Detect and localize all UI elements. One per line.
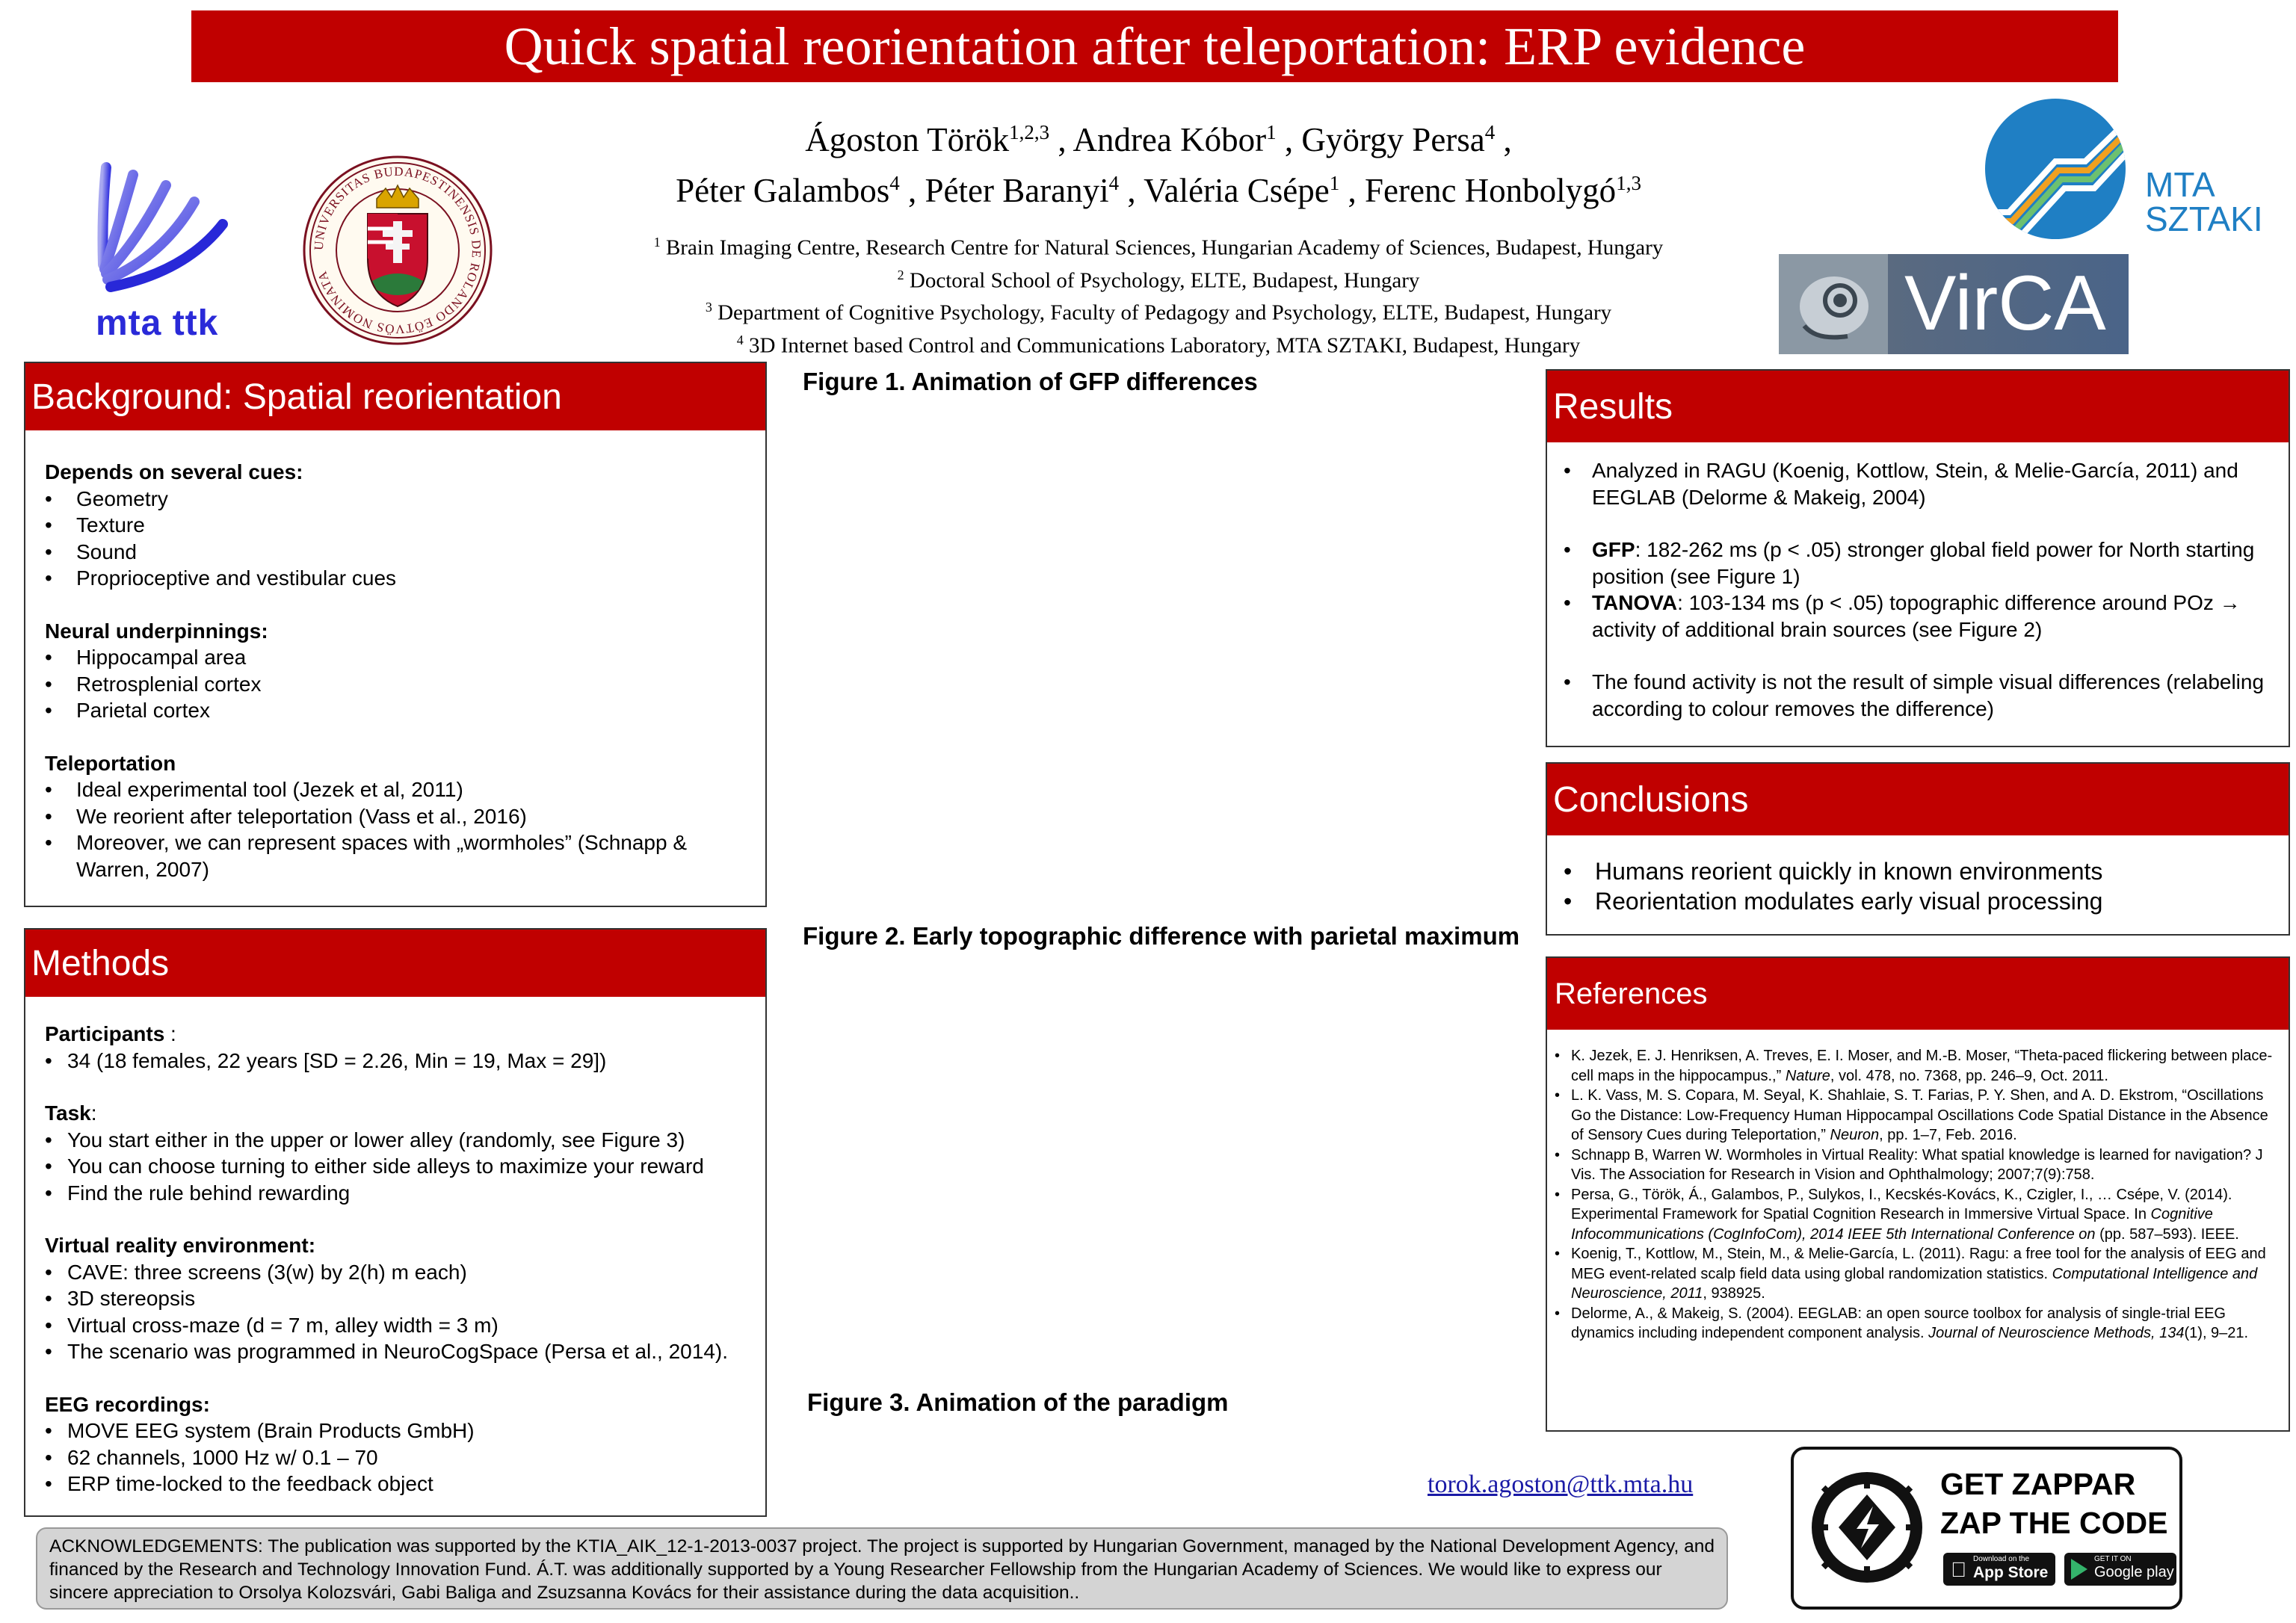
- figure-3-caption: Figure 3. Animation of the paradigm: [807, 1388, 1229, 1416]
- list-item-text: Virtual cross-maze (d = 7 m, alley width = 3 m): [67, 1313, 499, 1337]
- list-item-text: CAVE: three screens (3(w) by 2(h) m each): [67, 1260, 467, 1284]
- author-name: Péter Galambos: [676, 172, 890, 209]
- reference-italic: Nature: [1785, 1067, 1830, 1084]
- author-affil-sup: 1,2,3: [1009, 121, 1050, 143]
- google-play-small-text: GET IT ON: [2094, 1555, 2132, 1563]
- google-play-text: Google play: [2094, 1564, 2174, 1580]
- author-line-2: Péter Galambos$^4$ , Péter Baranyi$^4$ , Valéria Csépe$^1$ , Ferenc Honbolygó$^{1,3}$: [676, 172, 1641, 209]
- author-name: György Persa: [1301, 121, 1485, 158]
- list-item: • You start either in the upper or lower alley (randomly, see Figure 3): [45, 1127, 765, 1154]
- list-item: • GFP: 182-262 ms (p < .05) stronger global field power for North starting position (see Figure 1): [1564, 537, 2274, 590]
- author-name: Ágoston Török: [805, 121, 1010, 158]
- list-item: • Texture: [45, 512, 765, 539]
- author-affil-sup: 1: [1266, 121, 1277, 143]
- list-item: • Retrosplenial cortex: [45, 671, 765, 698]
- list-item: • Ideal experimental tool (Jezek et al, 2011): [45, 776, 765, 803]
- section-heading: Neural underpinnings:: [45, 619, 268, 643]
- list-item: • Moreover, we can represent spaces with „wormholes” (Schnapp & Warren, 2007): [45, 829, 718, 882]
- author-affil-sup: 1: [1329, 172, 1340, 194]
- list-item-text: Geometry: [76, 486, 168, 510]
- references-list: [1547, 1030, 2289, 1344]
- section-heading: Participants: [45, 1022, 165, 1045]
- results-panel-body: [1547, 442, 2289, 722]
- result-text: : 182-262 ms (p < .05) stronger global field power for North starting position (see Figure 1): [1592, 538, 2255, 588]
- list-item-text: Parietal cortex: [76, 699, 210, 722]
- list-item-text: Retrosplenial cortex: [76, 672, 262, 696]
- acknowledgements-box: ACKNOWLEDGEMENTS: The publication was supported by the KTIA_AIK_12-1-2013-0037 project. The project is supported by Hungarian Government, managed by the National Development Agency, and financed by the Research and Technology Innovation Fund. Á.T. was additionally supported by a Young Researcher Fellowship from the Hungarian Academy of Sciences. We would like to express our sincere appreciation to Orsolya Kolozsvári, Gabi Baliga and Zsuzsanna Kovács for their assistance during the data acquisition..: [36, 1527, 1728, 1610]
- reference-part: (1), 9–21.: [2184, 1325, 2249, 1341]
- list-item: • Hippocampal area: [45, 644, 765, 671]
- reference-part: , vol. 478, no. 7368, pp. 246–9, Oct. 2011.: [1830, 1067, 2108, 1084]
- list-item-text: Proprioceptive and vestibular cues: [76, 566, 397, 590]
- author-name: Andrea Kóbor: [1073, 121, 1267, 158]
- list-item: • Sound: [45, 539, 765, 566]
- google-play-icon: [2071, 1559, 2087, 1580]
- list-item: • MOVE EEG system (Brain Products GmbH): [45, 1418, 765, 1444]
- reference-part: Schnapp B, Warren W. Wormholes in Virtual Reality: What spatial knowledge is learned for navigation? J Vis. The Association for Research in Vision and Ophthalmology; 2007;7(9):758.: [1571, 1146, 2263, 1183]
- list-item-text: [1592, 537, 2274, 590]
- mta-ttk-logo-text: mta ttk: [96, 303, 219, 343]
- list-item: • CAVE: three screens (3(w) by 2(h) m each): [45, 1259, 765, 1286]
- mta-sztaki-text-1: MTA: [2145, 165, 2215, 204]
- reference-item: • Persa, G., Török, Á., Galambos, P., Sulykos, I., Kecskés-Kovács, K., Czigler, I., … Csépe, V. (2014). Experimental Framework for Spatial Cognition Research in Immersive Virtual Space. In Cognitive Infocommunications (CogInfoCom), 2014 IEEE 5th International Conference on (pp. 587–593). IEEE.: [1555, 1185, 2278, 1245]
- list-item-text: Texture: [76, 513, 145, 537]
- virca-logo: [1779, 254, 2129, 354]
- list-item: • 3D stereopsis: [45, 1285, 765, 1312]
- affiliation-number: 4: [736, 332, 744, 347]
- author-line-1: Ágoston Török$^{1,2,3}$ , Andrea Kóbor$^1$ , György Persa$^4$ ,: [805, 121, 1512, 158]
- author-name: Péter Baranyi: [925, 172, 1109, 209]
- list-item: • Humans reorient quickly in known environments: [1564, 858, 2103, 885]
- affiliation-text: Doctoral School of Psychology, ELTE, Budapest, Hungary: [909, 268, 1420, 293]
- elte-seal-text: UNIVERSITAS BUDAPESTINENSIS DE ROLANDO EÖTVÖS NOMINATA: [311, 164, 484, 337]
- reference-italic: Computational Intelligence and Neuroscience, 2011: [1571, 1265, 2258, 1302]
- reference-item: • Schnapp B, Warren W. Wormholes in Virtual Reality: What spatial knowledge is learned for navigation? J Vis. The Association for Research in Vision and Ophthalmology; 2007;7(9):758.: [1555, 1146, 2278, 1185]
- methods-panel-body: [25, 997, 765, 1497]
- author-affil-sup: 4: [1108, 172, 1120, 194]
- list-item: • Virtual cross-maze (d = 7 m, alley width = 3 m): [45, 1312, 765, 1339]
- section-heading-suffix: :: [90, 1101, 97, 1125]
- references-panel-title: References: [1547, 958, 2289, 1030]
- mta-sztaki-text-2: SZTAKI: [2145, 200, 2263, 238]
- list-item-text: The scenario was programmed in NeuroCogSpace (Persa et al., 2014).: [67, 1340, 728, 1363]
- list-item-text: [1592, 590, 2274, 643]
- background-panel-title: Background: Spatial reorientation: [25, 363, 765, 430]
- list-item: • The found activity is not the result of simple visual differences (relabeling according to colour removes the difference): [1564, 669, 2274, 722]
- section-heading: Teleportation: [45, 751, 176, 775]
- author-affil-sup: 1,3: [1616, 172, 1641, 194]
- list-item-text: The found activity is not the result of simple visual differences (relabeling according to colour removes the difference): [1592, 670, 2265, 720]
- poster-title: Quick spatial reorientation after teleportation: ERP evidence: [191, 10, 2118, 82]
- reference-part: Koenig, T., Kottlow, M., Stein, M., & Melie-García, L. (2011). Ragu: a free tool for the analysis of EEG and MEG event-related scalp field data using global randomization statistics.: [1571, 1246, 2266, 1282]
- reference-item: • Delorme, A., & Makeig, S. (2004). EEGLAB: an open source toolbox for analysis of single-trial EEG dynamics including independent component analysis. Journal of Neuroscience Methods, 134(1), 9–21.: [1555, 1304, 2278, 1344]
- affiliation-item: [523, 294, 1794, 327]
- app-store-small-text: Download on the: [1973, 1555, 2030, 1563]
- figure-1-caption: Figure 1. Animation of GFP differences: [803, 368, 1258, 395]
- list-item: • Analyzed in RAGU (Koenig, Kottlow, Stein, & Melie-García, 2011) and EEGLAB (Delorme & Makeig, 2004): [1564, 457, 2274, 510]
- reference-text: [1571, 1244, 2278, 1304]
- reference-item: • L. K. Vass, M. S. Copara, M. Seyal, K. Shahlaie, S. T. Farias, P. Y. Shen, and A. D. Ekstrom, “Oscillations Go the Distance: Low-Frequency Human Hippocampal Oscillations Code Spatial Distance in the Absence of Sensory Cues during Teleportation,” Neuron, pp. 1–7, Feb. 2016.: [1555, 1086, 2278, 1146]
- reference-item: • Koenig, T., Kottlow, M., Stein, M., & Melie-García, L. (2011). Ragu: a free tool for the analysis of EEG and MEG event-related scalp field data using global randomization statistics. Computational Intelligence and Neuroscience, 2011, 938925.: [1555, 1244, 2278, 1304]
- section-heading: Task: [45, 1101, 91, 1125]
- zappar-badge[interactable]: [1791, 1447, 2182, 1610]
- list-item-text: Find the rule behind rewarding: [67, 1181, 351, 1205]
- reference-part: Persa, G., Török, Á., Galambos, P., Sulykos, I., Kecskés-Kovács, K., Czigler, I., … Csépe, V. (2014). Experimental Framework for Spatial Cognition Research in Immersive Virtual Space. In: [1571, 1186, 2232, 1222]
- list-item: • Reorientation modulates early visual processing: [1564, 888, 2103, 915]
- google-play-badge[interactable]: [2064, 1553, 2176, 1586]
- list-item: • The scenario was programmed in NeuroCogSpace (Persa et al., 2014).: [45, 1338, 765, 1365]
- figure-2-caption: Figure 2. Early topographic difference with parietal maximum: [803, 922, 1520, 950]
- mta-ttk-waves-icon: [96, 160, 245, 302]
- list-item-text: You start either in the upper or lower alley (randomly, see Figure 3): [67, 1128, 685, 1151]
- reference-text: [1571, 1304, 2278, 1344]
- author-affil-sup: 4: [1484, 121, 1496, 143]
- affiliation-item: [523, 327, 1794, 359]
- list-item: • 34 (18 females, 22 years [SD = 2.26, Min = 19, Max = 29]): [45, 1048, 765, 1075]
- list-item-text: Ideal experimental tool (Jezek et al, 2011): [76, 778, 463, 801]
- virca-emblem-icon: [1779, 254, 1888, 354]
- mta-sztaki-logo: [1982, 96, 2263, 242]
- app-store-badge[interactable]: [1943, 1553, 2055, 1586]
- methods-panel: [24, 928, 767, 1517]
- conclusions-panel-body: [1547, 835, 2289, 916]
- zappar-text: [1940, 1465, 2168, 1542]
- reference-text: [1571, 1185, 2278, 1245]
- elte-seal-logo: [299, 154, 496, 347]
- background-panel-body: [25, 430, 765, 882]
- virca-logo-text: VirCA: [1904, 260, 2106, 347]
- list-item-text: Analyzed in RAGU (Koenig, Kottlow, Stein, & Melie-García, 2011) and EEGLAB (Delorme & Makeig, 2004): [1592, 459, 2238, 509]
- reference-italic: Journal of Neuroscience Methods, 134: [1928, 1325, 2185, 1341]
- result-keyword: TANOVA: [1592, 591, 1678, 614]
- apple-icon: [1951, 1558, 1966, 1582]
- conclusions-panel-title: Conclusions: [1547, 764, 2289, 835]
- results-panel: [1546, 369, 2290, 747]
- affiliation-item: [523, 229, 1794, 262]
- reference-part: (pp. 587–593). IEEE.: [2095, 1225, 2239, 1243]
- list-item-text: You can choose turning to either side alleys to maximize your reward: [67, 1154, 704, 1178]
- contact-email-link[interactable]: torok.agoston@ttk.mta.hu: [1428, 1471, 1694, 1498]
- section-heading-suffix: :: [164, 1022, 176, 1045]
- affiliation-number: 1: [653, 235, 661, 250]
- affiliation-number: 3: [705, 300, 712, 315]
- list-item-text: We reorient after teleportation (Vass et al., 2016): [76, 804, 527, 828]
- list-item-text: 34 (18 females, 22 years [SD = 2.26, Min = 19, Max = 29]): [67, 1048, 607, 1072]
- mta-ttk-logo: [96, 160, 245, 343]
- list-item-text: Moreover, we can represent spaces with „wormholes” (Schnapp & Warren, 2007): [76, 831, 688, 881]
- author-name: Valéria Csépe: [1144, 172, 1330, 209]
- result-text: : 103-134 ms (p < .05) topographic difference around POz → activity of additional brain sources (see Figure 2): [1592, 591, 2241, 641]
- list-item: • Geometry: [45, 486, 765, 513]
- list-item-text: Humans reorient quickly in known environments: [1595, 858, 2103, 885]
- list-item-text: 3D stereopsis: [67, 1287, 196, 1310]
- result-keyword: GFP: [1592, 538, 1635, 561]
- list-item: • Find the rule behind rewarding: [45, 1180, 765, 1207]
- author-list: [523, 111, 1794, 212]
- affiliation-list: [523, 229, 1794, 359]
- list-item-text: ERP time-locked to the feedback object: [67, 1472, 433, 1495]
- references-panel: [1546, 956, 2290, 1432]
- elte-seal-icon: [299, 154, 496, 347]
- affiliation-item: [523, 262, 1794, 294]
- mta-sztaki-emblem-icon: [1982, 96, 2132, 242]
- affiliation-text: Department of Cognitive Psychology, Faculty of Pedagogy and Psychology, ELTE, Budapest, Hungary: [718, 300, 1612, 325]
- list-item: • You can choose turning to either side alleys to maximize your reward: [45, 1153, 765, 1180]
- reference-italic: Cognitive Infocommunications (CogInfoCom), 2014 IEEE 5th International Conference on: [1571, 1206, 2213, 1243]
- section-heading: EEG recordings:: [45, 1392, 210, 1416]
- reference-text: [1571, 1046, 2278, 1086]
- list-item-text: Reorientation modulates early visual processing: [1595, 888, 2103, 915]
- affiliation-text: Brain Imaging Centre, Research Centre for Natural Sciences, Hungarian Academy of Sciences, Budapest, Hungary: [665, 235, 1664, 260]
- reference-part: , 938925.: [1703, 1285, 1765, 1302]
- zappar-code-icon: [1809, 1469, 1925, 1586]
- author-affil-sup: 4: [889, 172, 900, 194]
- reference-text: [1571, 1086, 2278, 1146]
- section-heading: Virtual reality environment:: [45, 1234, 316, 1257]
- reference-italic: Neuron: [1830, 1127, 1880, 1143]
- list-item-text: Sound: [76, 540, 137, 563]
- list-item: • ERP time-locked to the feedback object: [45, 1471, 765, 1497]
- list-item: • We reorient after teleportation (Vass et al., 2016): [45, 803, 765, 830]
- reference-item: • K. Jezek, E. J. Henriksen, A. Treves, E. I. Moser, and M.-B. Moser, “Theta-paced flickering between place-cell maps in the hippocampus.,” Nature, vol. 478, no. 7368, pp. 246–9, Oct. 2011.: [1555, 1046, 2278, 1086]
- list-item: • Proprioceptive and vestibular cues: [45, 565, 765, 592]
- methods-panel-title: Methods: [25, 930, 765, 997]
- affiliation-text: 3D Internet based Control and Communications Laboratory, MTA SZTAKI, Budapest, Hungary: [749, 333, 1581, 358]
- list-item-text: MOVE EEG system (Brain Products GmbH): [67, 1419, 475, 1442]
- reference-part: Delorme, A., & Makeig, S. (2004). EEGLAB: an open source toolbox for analysis of single-trial EEG dynamics including independent component analysis.: [1571, 1305, 2226, 1341]
- background-panel: [24, 362, 767, 907]
- conclusions-panel: [1546, 762, 2290, 936]
- list-item: • 62 channels, 1000 Hz w/ 0.1 – 70: [45, 1444, 765, 1471]
- affiliation-number: 2: [897, 267, 904, 282]
- reference-text: [1571, 1146, 2278, 1185]
- section-heading: Depends on several cues:: [45, 460, 303, 483]
- list-item-text: Hippocampal area: [76, 646, 247, 669]
- reference-part: K. Jezek, E. J. Henriksen, A. Treves, E. I. Moser, and M.-B. Moser, “Theta-paced flickering between place-cell maps in the hippocampus.,”: [1571, 1048, 2273, 1084]
- results-panel-title: Results: [1547, 371, 2289, 442]
- author-name: Ferenc Honbolygó: [1365, 172, 1617, 209]
- zappar-line-1: GET ZAPPAR: [1940, 1467, 2136, 1501]
- reference-part: , pp. 1–7, Feb. 2016.: [1879, 1127, 2017, 1143]
- list-item: • TANOVA: 103-134 ms (p < .05) topographic difference around POz → activity of additional brain sources (see Figure 2): [1564, 590, 2274, 643]
- zappar-line-2: ZAP THE CODE: [1940, 1506, 2168, 1540]
- list-item-text: 62 channels, 1000 Hz w/ 0.1 – 70: [67, 1445, 378, 1469]
- reference-part: L. K. Vass, M. S. Copara, M. Seyal, K. Shahlaie, S. T. Farias, P. Y. Shen, and A. D. Ekstrom, “Oscillations Go the Distance: Low-Frequency Human Hippocampal Oscillations Code Spatial Distance in the Absence of Sensory Cues during Teleportation,”: [1571, 1087, 2268, 1143]
- list-item: • Parietal cortex: [45, 697, 765, 724]
- app-store-text: App Store: [1973, 1564, 2049, 1581]
